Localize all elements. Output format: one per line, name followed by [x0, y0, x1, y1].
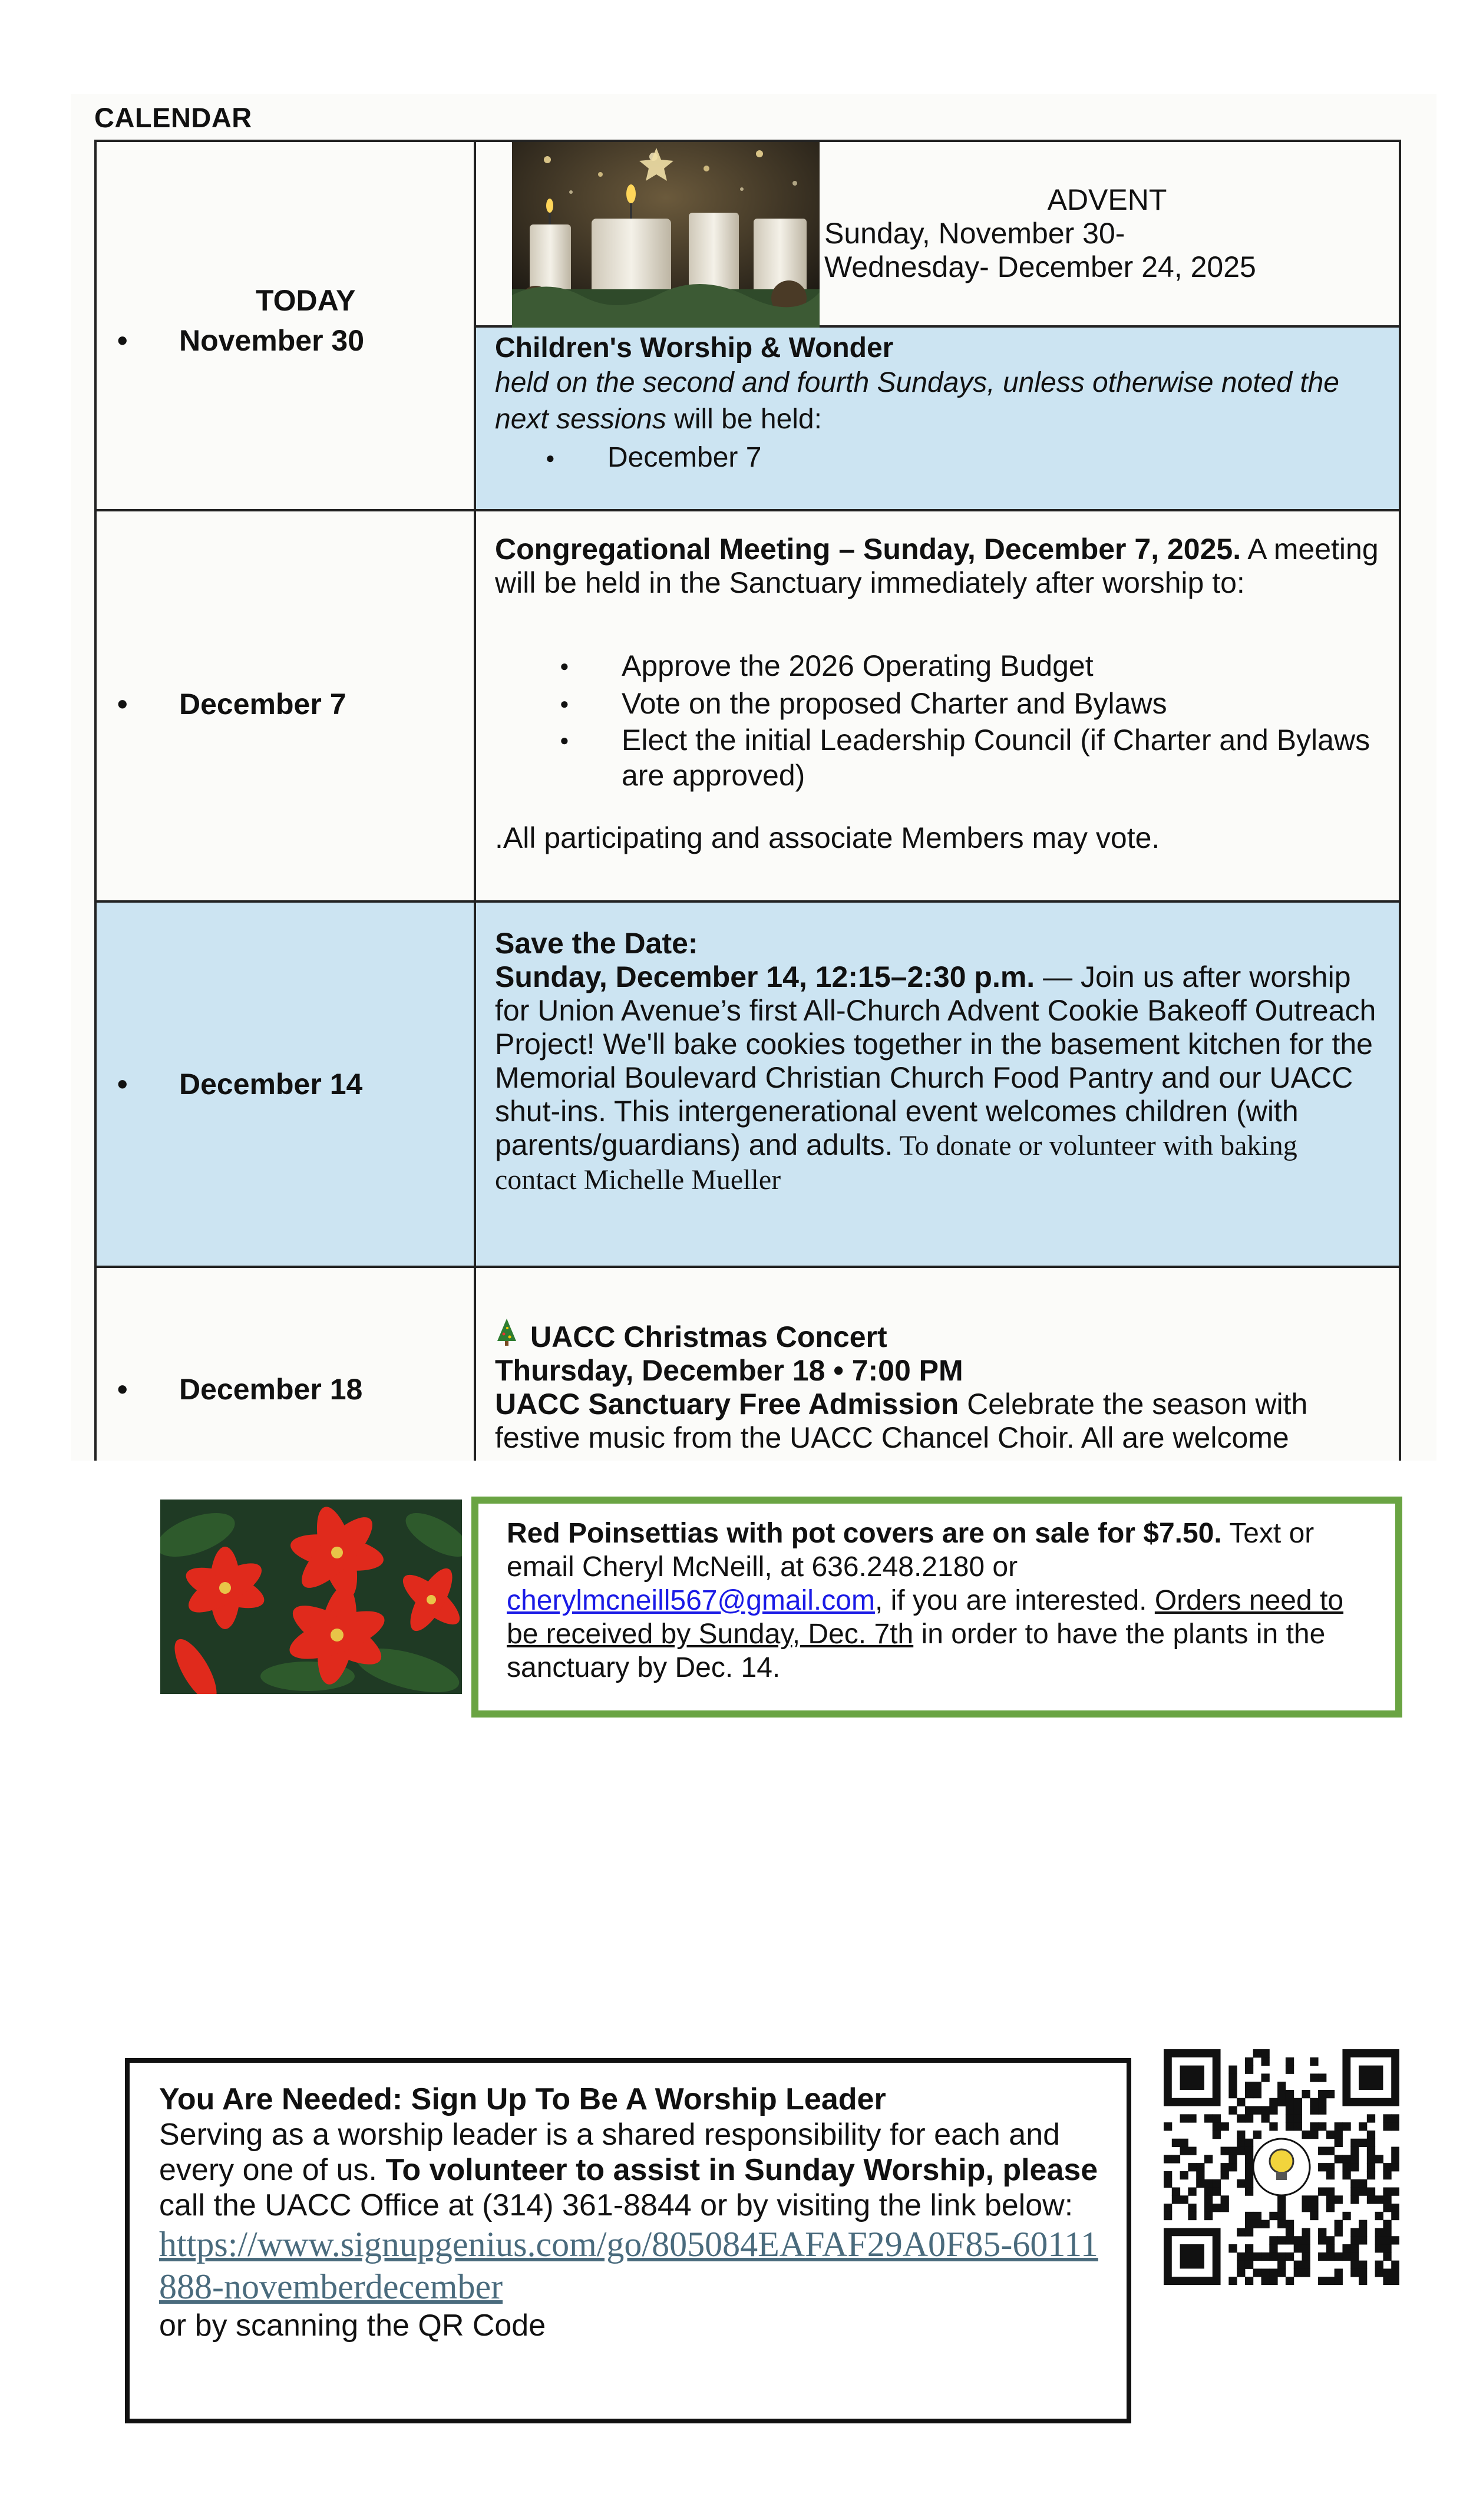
bullet: •: [117, 688, 128, 721]
date-text: December 18: [179, 1373, 363, 1406]
worship-leader-text: [159, 2082, 1114, 2343]
advent-candles-image: [512, 142, 820, 328]
meeting-intro-text: A meeting will be held in the Sanctuary immediately after worship to:: [495, 533, 1379, 599]
concert-body: [495, 1388, 1385, 1455]
cookie-bakeoff-when: Sunday, December 14, 12:15–2:30 p.m.: [495, 960, 1035, 993]
concert-text: Celebrate the season with festive music from the UACC Chancel Choir. All are welcome: [495, 1388, 1308, 1454]
save-the-date: Save the Date:: [495, 927, 698, 960]
today-label: TODAY: [256, 284, 356, 317]
date-november-30: [117, 323, 365, 358]
date-text: November 30: [179, 324, 365, 357]
concert-title: UACC Christmas Concert: [530, 1320, 887, 1353]
calendar-table: [94, 140, 1401, 1477]
qr-code-svg: [1164, 2049, 1399, 2285]
worship-leader-body: [159, 2117, 1114, 2223]
lightbulb-icon: [1270, 2149, 1293, 2173]
worship-leader-box: [125, 2058, 1131, 2423]
list-item: ● Approve the 2026 Operating Budget: [495, 647, 1385, 685]
page-crop: [0, 1461, 1473, 1484]
advent-info: [824, 183, 1390, 284]
poinsettia-sale-box: [471, 1497, 1402, 1718]
cookie-bakeoff: [495, 927, 1385, 1197]
qr-code-instruction: or by scanning the QR Code: [159, 2308, 546, 2343]
poinsettia-illustration: [160, 1500, 462, 1694]
date-text: December 7: [179, 688, 346, 721]
poinsettia-heading: Red Poinsettias with pot covers are on sale for $7.50.: [507, 1518, 1222, 1549]
poinsettia-text2: , if you are interested.: [874, 1585, 1155, 1616]
bullet: •: [117, 1068, 128, 1101]
christmas-tree-icon: [495, 1317, 530, 1354]
worship-wonder-info: [495, 332, 1379, 477]
row-line: [97, 1266, 1399, 1268]
date-december-18: [117, 1372, 363, 1406]
worship-wonder-desc-rest: will be held:: [666, 404, 822, 435]
concert-when: Thursday, December 18 • 7:00 PM: [495, 1354, 963, 1387]
meeting-intro: [495, 533, 1385, 600]
poinsettia-deadline: Orders need to be received by Sunday, Dec. 7th: [507, 1585, 1344, 1650]
date-text: December 14: [179, 1068, 363, 1101]
poinsettia-text3: in order to have the plants in the sanctuary by Dec. 14.: [507, 1619, 1326, 1683]
worship-wonder-title: Children's Worship & Wonder: [495, 332, 894, 364]
worship-leader-bold: To volunteer to assist in Sunday Worship, please: [385, 2153, 1098, 2187]
meeting-agenda: [495, 647, 1385, 793]
meeting-heading: Congregational Meeting – Sunday, December 7, 2025.: [495, 533, 1241, 566]
worship-leader-body2: call the UACC Office at (314) 361-8844 or by visiting the link below:: [159, 2188, 1074, 2222]
advent-line1: Sunday, November 30-: [824, 217, 1125, 250]
bullet: •: [117, 1373, 128, 1406]
signup-genius-link[interactable]: https://www.signupgenius.com/go/805084EAFAF29A0F85-60111888-novemberdecember: [159, 2225, 1098, 2306]
list-item: ● Elect the initial Leadership Council (if Charter and Bylaws are approved): [495, 722, 1385, 793]
calendar-title: CALENDAR: [94, 102, 252, 133]
worship-wonder-desc: [495, 365, 1379, 438]
bullet: •: [117, 324, 128, 357]
poinsettia-image: [160, 1500, 462, 1694]
row-line: [97, 900, 1399, 903]
poinsettia-email-link[interactable]: cherylmcneill567@gmail.com: [507, 1585, 875, 1616]
christmas-concert: [495, 1317, 1385, 1455]
list-item: ● Vote on the proposed Charter and Bylaws: [495, 685, 1385, 722]
row-line: [97, 509, 1399, 511]
date-december-7: [117, 687, 346, 721]
cookie-bakeoff-body: [495, 960, 1385, 1197]
concert-title-line: [495, 1317, 1385, 1354]
worship-leader-title: You Are Needed: Sign Up To Be A Worship Leader: [159, 2082, 886, 2116]
column-divider: [474, 142, 476, 1479]
poinsettia-text1: Text or email Cheryl McNeill, at 636.248.2180 or: [507, 1518, 1315, 1583]
worship-wonder-desc-italic: held on the second and fourth Sundays, unless otherwise noted the next sessions: [495, 367, 1339, 435]
worship-leader-body1: Serving as a worship leader is a shared responsibility for each and every one of us.: [159, 2118, 1061, 2187]
cookie-bakeoff-contact: To donate or volunteer with baking contact Michelle Mueller: [495, 1130, 1297, 1195]
advent-line2: Wednesday- December 24, 2025: [824, 250, 1256, 283]
list-item: ● December 7: [481, 439, 1379, 477]
cookie-bakeoff-text: — Join us after worship for Union Avenue’s first All-Church Advent Cookie Bakeoff Outreach Project! We'll bake cookies together in the basement kitchen for the Memorial Boulevard Christian Church Food Pantry and our UACC shut-ins. This intergenerational event welcomes children (with parents/guardians) and adults.: [495, 960, 1376, 1161]
qr-code[interactable]: [1164, 2049, 1399, 2285]
concert-where: UACC Sanctuary Free Admission: [495, 1388, 959, 1421]
poinsettia-text: [507, 1517, 1379, 1685]
tree-svg: [495, 1317, 518, 1347]
date-december-14: [117, 1067, 363, 1101]
advent-title: ADVENT: [1047, 183, 1167, 216]
meeting-note: .All participating and associate Members may vote.: [495, 821, 1160, 854]
worship-wonder-list: [495, 439, 1379, 477]
candles-illustration: [512, 142, 820, 328]
congregational-meeting: [495, 533, 1385, 855]
